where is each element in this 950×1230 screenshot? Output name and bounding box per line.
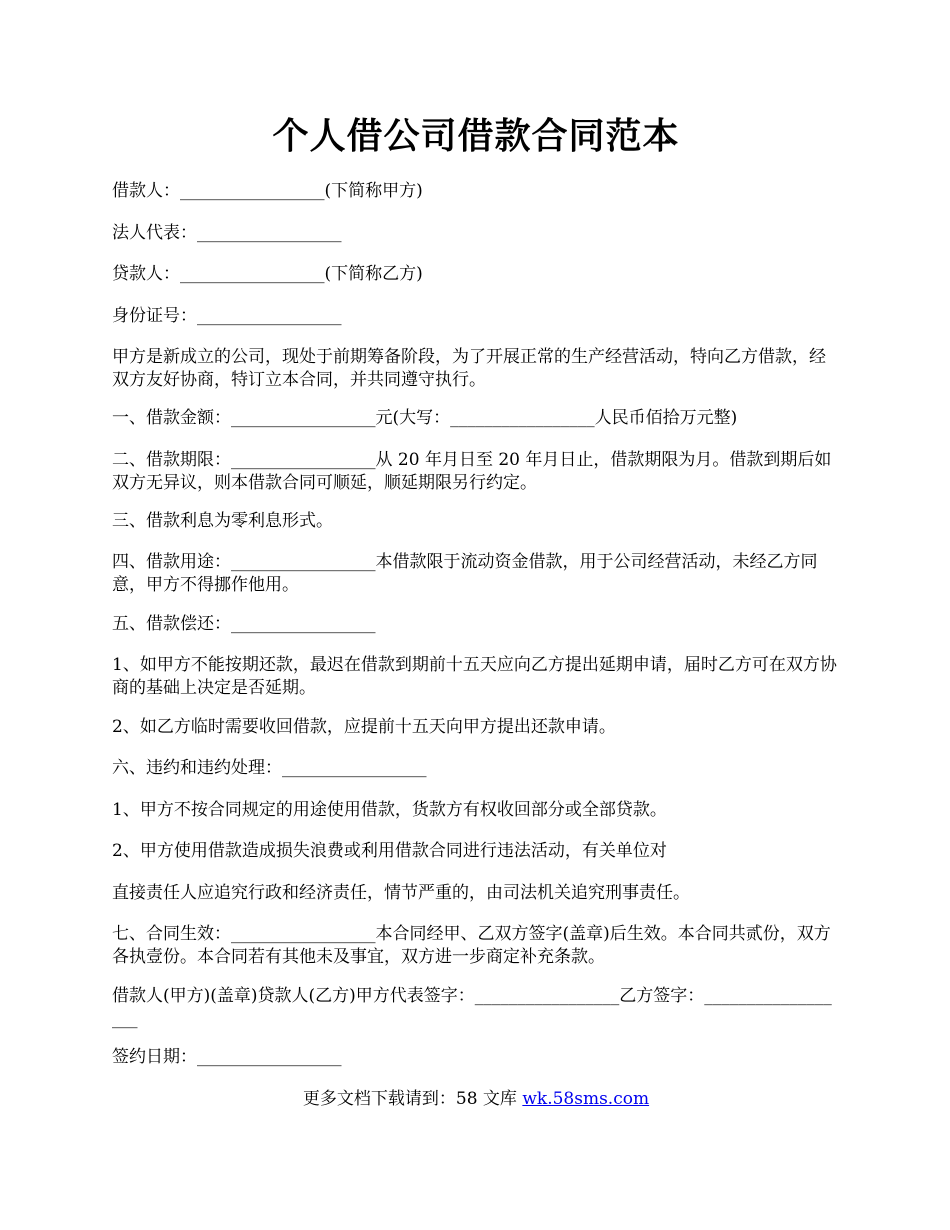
repayment-item-1: 1、如甲方不能按期还款，最迟在借款到期前十五天应向乙方提出延期申请，届时乙方可在双方协商的基础上决定是否延期。 [112, 655, 837, 698]
breach-item-2: 2、甲方使用借款造成损失浪费或利用借款合同进行违法活动，有关单位对 [112, 841, 667, 861]
clause-effectiveness: 七、合同生效：_________________本合同经甲、乙双方签字(盖章)后生效。本合同共贰份，双方各执壹份。本合同若有其他未及事宜，双方进一步商定补充条款。 [112, 924, 831, 967]
clause-interest: 三、借款利息为零利息形式。 [112, 511, 333, 531]
clause-repayment: 五、借款偿还：_________________ [112, 614, 376, 634]
clause-purpose: 四、借款用途：_________________本借款限于流动资金借款，用于公司经营活动，未经乙方同意，甲方不得挪作他用。 [112, 552, 818, 595]
footer-link[interactable]: wk.58sms.com [522, 1089, 650, 1109]
signature-line: 借款人(甲方)(盖章)贷款人(乙方)甲方代表签字：_________________乙方签字：__________________ [112, 986, 832, 1029]
clause-amount: 一、借款金额：_________________元(大写：_________________人民币佰拾万元整) [112, 408, 738, 428]
breach-item-1: 1、甲方不按合同规定的用途使用借款，货款方有权收回部分或全部贷款。 [112, 800, 667, 820]
breach-item-2-continued: 直接责任人应追究行政和经济责任，情节严重的，由司法机关追究刑事责任。 [112, 883, 690, 903]
borrower-line: 借款人：_________________(下简称甲方) [112, 181, 423, 201]
document-title: 个人借公司借款合同范本 [272, 115, 680, 157]
legal-rep-line: 法人代表：_________________ [112, 223, 342, 243]
id-number-line: 身份证号：_________________ [112, 306, 342, 326]
clause-term: 二、借款期限：_________________从 20 年月日至 20 年月日止，借款期限为月。借款到期后如双方无异议，则本借款合同可顺延，顺延期限另行约定。 [112, 450, 832, 493]
repayment-item-2: 2、如乙方临时需要收回借款，应提前十五天向甲方提出还款申请。 [112, 717, 616, 737]
lender-line: 贷款人：_________________(下简称乙方) [112, 264, 423, 284]
footer-prefix: 更多文档下载请到：58 文库 [302, 1089, 523, 1109]
intro-paragraph: 甲方是新成立的公司，现处于前期筹备阶段，为了开展正常的生产经营活动，特向乙方借款，经双方友好协商，特订立本合同，并共同遵守执行。 [112, 347, 826, 390]
signing-date-line: 签约日期：_________________ [112, 1047, 342, 1067]
footer-note [112, 1088, 840, 1111]
clause-breach: 六、违约和违约处理：_________________ [112, 758, 427, 778]
